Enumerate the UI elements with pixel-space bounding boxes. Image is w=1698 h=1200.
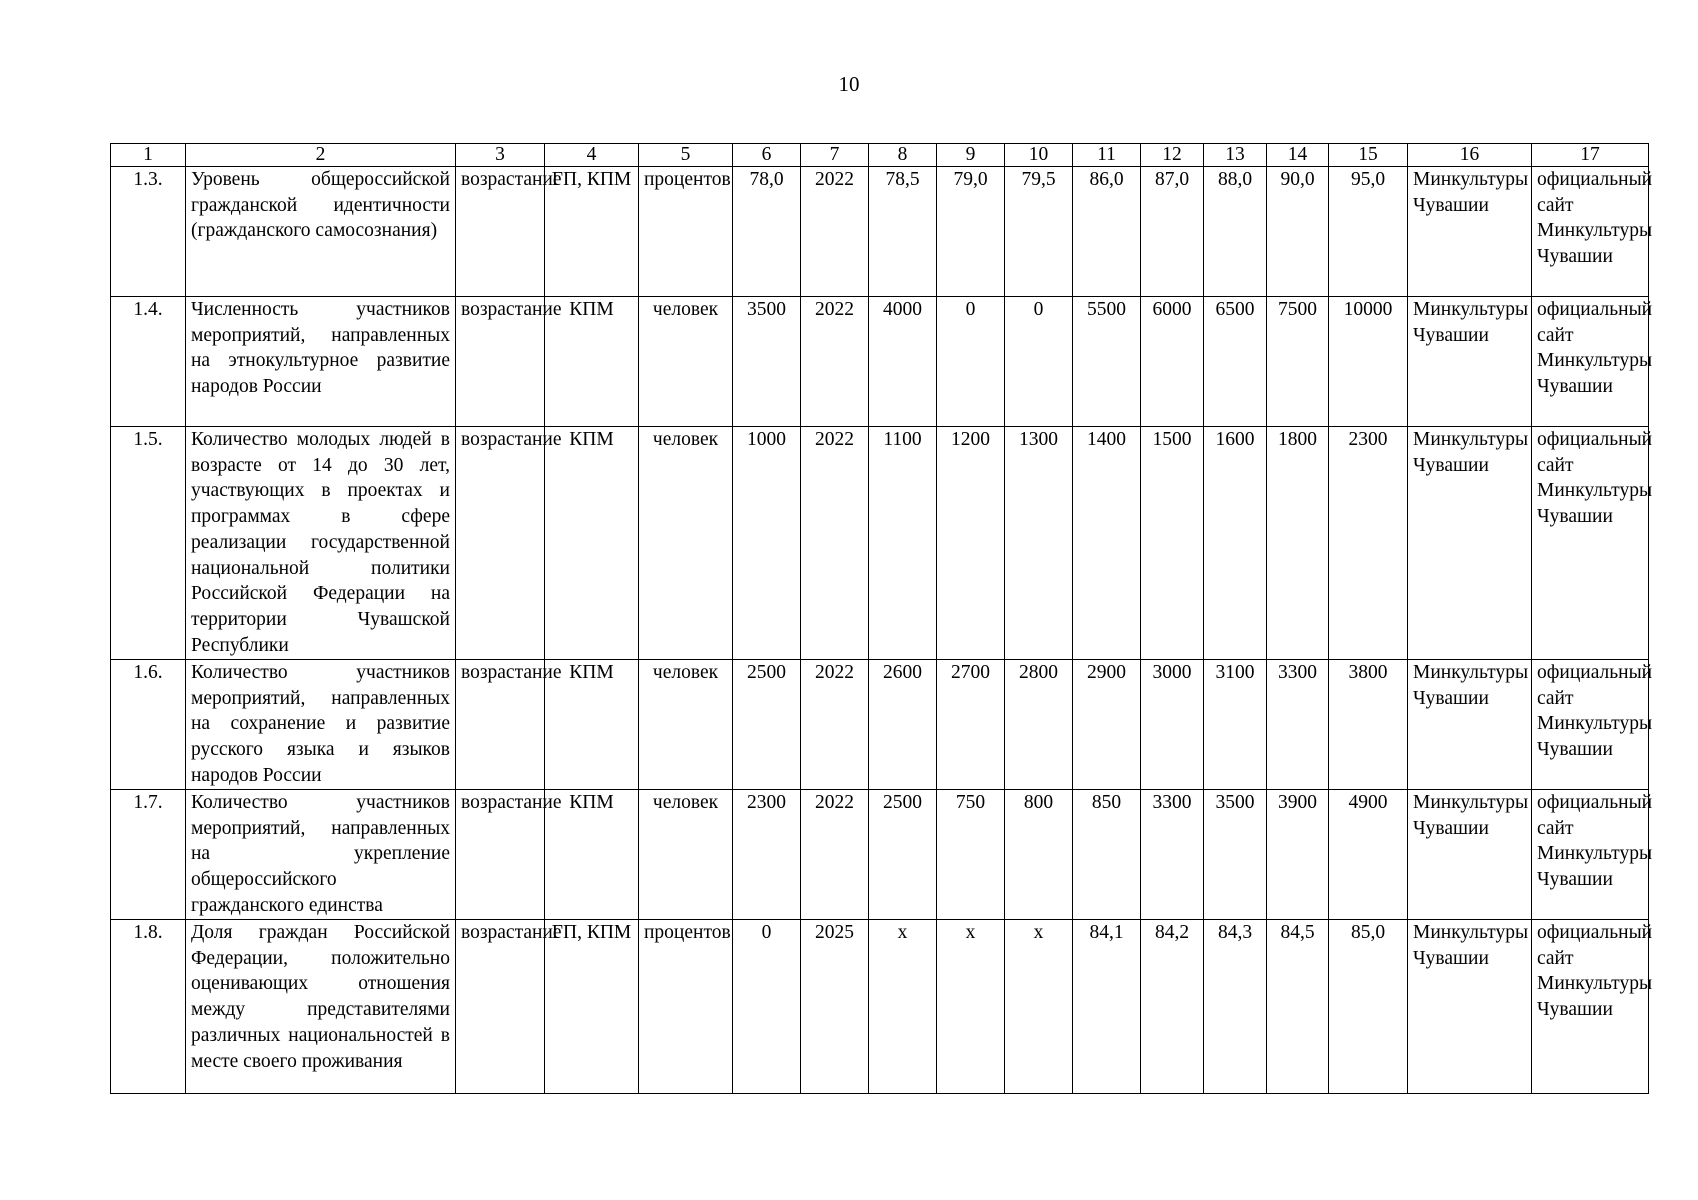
col-header: 7 bbox=[801, 144, 869, 167]
value-14: 1800 bbox=[1267, 427, 1329, 660]
value-12: 3000 bbox=[1141, 660, 1204, 790]
base-value: 2500 bbox=[733, 660, 801, 790]
base-value: 3500 bbox=[733, 297, 801, 427]
value-15: 95,0 bbox=[1329, 167, 1408, 297]
value-8: 4000 bbox=[869, 297, 937, 427]
value-14: 3900 bbox=[1267, 790, 1329, 920]
col-header: 1 bbox=[111, 144, 186, 167]
row-number: 1.7. bbox=[111, 790, 186, 920]
col-header: 10 bbox=[1005, 144, 1073, 167]
unit: процентов bbox=[639, 920, 733, 1094]
value-15: 4900 bbox=[1329, 790, 1408, 920]
base-value: 2300 bbox=[733, 790, 801, 920]
value-12: 87,0 bbox=[1141, 167, 1204, 297]
col-header: 5 bbox=[639, 144, 733, 167]
unit: процентов bbox=[639, 167, 733, 297]
value-10: 79,5 bbox=[1005, 167, 1073, 297]
value-9: 1200 bbox=[937, 427, 1005, 660]
base-year: 2022 bbox=[801, 167, 869, 297]
indicator-name: Доля граждан Российской Федерации, положительно оценивающих отношения между представителями различных национальностей в месте своего проживания bbox=[186, 920, 456, 1094]
row-number: 1.3. bbox=[111, 167, 186, 297]
value-14: 84,5 bbox=[1267, 920, 1329, 1094]
value-15: 2300 bbox=[1329, 427, 1408, 660]
value-11: 5500 bbox=[1073, 297, 1141, 427]
value-8: 1100 bbox=[869, 427, 937, 660]
unit: человек bbox=[639, 427, 733, 660]
col-header: 15 bbox=[1329, 144, 1408, 167]
base-year: 2025 bbox=[801, 920, 869, 1094]
col-header: 14 bbox=[1267, 144, 1329, 167]
value-10: 0 bbox=[1005, 297, 1073, 427]
value-13: 88,0 bbox=[1204, 167, 1267, 297]
level: КПМ bbox=[545, 427, 639, 660]
trend: возрастание bbox=[456, 167, 545, 297]
value-13: 6500 bbox=[1204, 297, 1267, 427]
level: КПМ bbox=[545, 660, 639, 790]
data-source: официальный сайт Минкультуры Чувашии bbox=[1532, 427, 1649, 660]
value-14: 90,0 bbox=[1267, 167, 1329, 297]
col-header: 4 bbox=[545, 144, 639, 167]
unit: человек bbox=[639, 660, 733, 790]
unit: человек bbox=[639, 790, 733, 920]
value-11: 850 bbox=[1073, 790, 1141, 920]
level: КПМ bbox=[545, 790, 639, 920]
trend: возрастание bbox=[456, 660, 545, 790]
base-year: 2022 bbox=[801, 427, 869, 660]
value-15: 3800 bbox=[1329, 660, 1408, 790]
table-row bbox=[111, 167, 1649, 297]
trend: возрастание bbox=[456, 297, 545, 427]
col-header: 12 bbox=[1141, 144, 1204, 167]
value-10: 2800 bbox=[1005, 660, 1073, 790]
value-13: 1600 bbox=[1204, 427, 1267, 660]
responsible: Минкультуры Чувашии bbox=[1408, 427, 1532, 660]
responsible: Минкультуры Чувашии bbox=[1408, 660, 1532, 790]
row-number: 1.5. bbox=[111, 427, 186, 660]
value-11: 84,1 bbox=[1073, 920, 1141, 1094]
base-value: 78,0 bbox=[733, 167, 801, 297]
col-header: 13 bbox=[1204, 144, 1267, 167]
indicator-name: Количество участников мероприятий, направленных на сохранение и развитие русского языка и языков народов России bbox=[186, 660, 456, 790]
value-13: 3500 bbox=[1204, 790, 1267, 920]
col-header: 6 bbox=[733, 144, 801, 167]
col-header: 11 bbox=[1073, 144, 1141, 167]
col-header: 3 bbox=[456, 144, 545, 167]
data-source: официальный сайт Минкультуры Чувашии bbox=[1532, 167, 1649, 297]
responsible: Минкультуры Чувашии bbox=[1408, 920, 1532, 1094]
value-11: 86,0 bbox=[1073, 167, 1141, 297]
value-9: 750 bbox=[937, 790, 1005, 920]
col-header: 16 bbox=[1408, 144, 1532, 167]
value-10: 800 bbox=[1005, 790, 1073, 920]
value-15: 10000 bbox=[1329, 297, 1408, 427]
base-year: 2022 bbox=[801, 660, 869, 790]
base-value: 0 bbox=[733, 920, 801, 1094]
value-9: 2700 bbox=[937, 660, 1005, 790]
value-13: 3100 bbox=[1204, 660, 1267, 790]
trend: возрастание bbox=[456, 790, 545, 920]
level: КПМ bbox=[545, 297, 639, 427]
value-11: 2900 bbox=[1073, 660, 1141, 790]
data-source: официальный сайт Минкультуры Чувашии bbox=[1532, 660, 1649, 790]
value-11: 1400 bbox=[1073, 427, 1141, 660]
indicator-name: Численность участников мероприятий, направленных на этнокультурное развитие народов России bbox=[186, 297, 456, 427]
col-header: 17 bbox=[1532, 144, 1649, 167]
responsible: Минкультуры Чувашии bbox=[1408, 790, 1532, 920]
level: ГП, КПМ bbox=[545, 920, 639, 1094]
value-8: 2600 bbox=[869, 660, 937, 790]
value-10: 1300 bbox=[1005, 427, 1073, 660]
value-8: 78,5 bbox=[869, 167, 937, 297]
col-header: 9 bbox=[937, 144, 1005, 167]
base-value: 1000 bbox=[733, 427, 801, 660]
trend: возрастание bbox=[456, 427, 545, 660]
value-9: х bbox=[937, 920, 1005, 1094]
table-row bbox=[111, 920, 1649, 1094]
value-12: 84,2 bbox=[1141, 920, 1204, 1094]
value-9: 79,0 bbox=[937, 167, 1005, 297]
row-number: 1.8. bbox=[111, 920, 186, 1094]
col-header: 2 bbox=[186, 144, 456, 167]
value-12: 6000 bbox=[1141, 297, 1204, 427]
col-header: 8 bbox=[869, 144, 937, 167]
table-row bbox=[111, 427, 1649, 660]
indicator-name: Уровень общероссийской гражданской идентичности (гражданского самосознания) bbox=[186, 167, 456, 297]
value-14: 3300 bbox=[1267, 660, 1329, 790]
indicator-name: Количество молодых людей в возрасте от 14 до 30 лет, участвующих в проектах и программах в сфере реализации государственной национальной политики Российской Федерации на территории Чувашской Республики bbox=[186, 427, 456, 660]
row-number: 1.4. bbox=[111, 297, 186, 427]
unit: человек bbox=[639, 297, 733, 427]
value-12: 1500 bbox=[1141, 427, 1204, 660]
trend: возрастание bbox=[456, 920, 545, 1094]
value-13: 84,3 bbox=[1204, 920, 1267, 1094]
value-14: 7500 bbox=[1267, 297, 1329, 427]
base-year: 2022 bbox=[801, 297, 869, 427]
responsible: Минкультуры Чувашии bbox=[1408, 297, 1532, 427]
value-8: х bbox=[869, 920, 937, 1094]
data-source: официальный сайт Минкультуры Чувашии bbox=[1532, 297, 1649, 427]
value-8: 2500 bbox=[869, 790, 937, 920]
value-12: 3300 bbox=[1141, 790, 1204, 920]
data-source: официальный сайт Минкультуры Чувашии bbox=[1532, 790, 1649, 920]
value-9: 0 bbox=[937, 297, 1005, 427]
value-10: х bbox=[1005, 920, 1073, 1094]
responsible: Минкультуры Чувашии bbox=[1408, 167, 1532, 297]
indicators-table bbox=[110, 143, 1653, 1094]
base-year: 2022 bbox=[801, 790, 869, 920]
page-number: 10 bbox=[838, 72, 860, 96]
table-row bbox=[111, 297, 1649, 427]
table-row bbox=[111, 790, 1649, 920]
table-row bbox=[111, 660, 1649, 790]
value-15: 85,0 bbox=[1329, 920, 1408, 1094]
indicator-name: Количество участников мероприятий, направленных на укрепление общероссийского гражданского единства bbox=[186, 790, 456, 920]
data-source: официальный сайт Минкультуры Чувашии bbox=[1532, 920, 1649, 1094]
level: ГП, КПМ bbox=[545, 167, 639, 297]
row-number: 1.6. bbox=[111, 660, 186, 790]
header-row bbox=[111, 144, 1649, 167]
